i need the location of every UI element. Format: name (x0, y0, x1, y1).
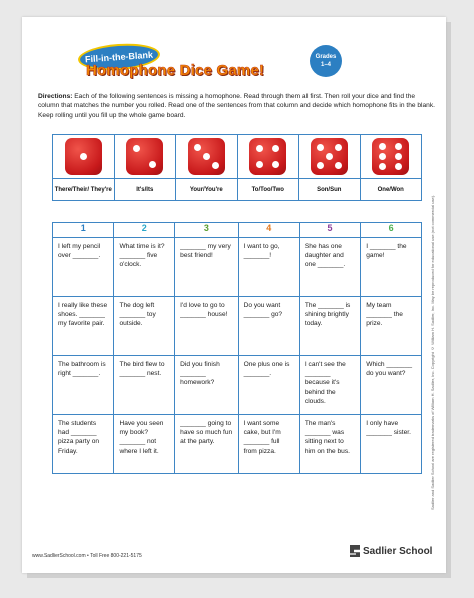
die-5-icon (311, 138, 348, 175)
die-2-icon (126, 138, 163, 175)
column-number: 3 (175, 223, 238, 238)
sentence-cell: Have you seen my book? _______ not where I left it. (114, 415, 175, 474)
footer-contact: www.SadlierSchool.com • Toll Free 800-221-5175 (32, 553, 142, 559)
die-pip (379, 163, 386, 170)
dice-key-cell (360, 135, 422, 201)
game-board (52, 222, 422, 474)
column-number-row (53, 223, 422, 238)
dice-key-table (52, 134, 422, 201)
grades-badge (310, 45, 342, 77)
board-row (53, 297, 422, 356)
footer-brand (350, 545, 432, 557)
sentence-cell: She has one daughter and one _______. (299, 238, 360, 297)
die-pip (395, 153, 402, 160)
sentence-cell: The bathroom is right _______. (53, 356, 114, 415)
die-6-icon (372, 138, 409, 175)
die-pip (317, 144, 324, 151)
sentence-cell: Do you want _______ go? (238, 297, 299, 356)
sentence-cell: Which _______ do you want? (361, 356, 422, 415)
dice-label: One/Won (361, 178, 422, 200)
column-number: 6 (361, 223, 422, 238)
die-pip (272, 145, 279, 152)
die-pip (149, 161, 156, 168)
sentence-cell: I _______ the game! (361, 238, 422, 297)
grades-label: Grades (315, 54, 337, 60)
sentence-cell: I can't see the _______ because it's behind the clouds. (299, 356, 360, 415)
dice-label: Your/You're (176, 178, 237, 200)
dice-key-cell (237, 135, 299, 201)
die-pip (212, 162, 219, 169)
die-3-icon (188, 138, 225, 175)
sentence-cell: What time is it? _______ five o'clock. (114, 238, 175, 297)
sentence-cell: _______ my very best friend! (175, 238, 238, 297)
dice-key-cell (299, 135, 361, 201)
sentence-cell: _______ going to have so much fun at the party. (175, 415, 238, 474)
column-number: 5 (299, 223, 360, 238)
sentence-cell: My team _______ the prize. (361, 297, 422, 356)
board-row (53, 238, 422, 297)
dice-label: To/Too/Two (238, 178, 299, 200)
die-1-icon (65, 138, 102, 175)
sadlier-logo-icon (350, 545, 360, 557)
die-pip (335, 144, 342, 151)
sentence-cell: The man's _______ was sitting next to him on the bus. (299, 415, 360, 474)
brand-name: Sadlier School (363, 545, 433, 557)
dice-key-cell (176, 135, 238, 201)
die-pip (395, 143, 402, 150)
fill-in-the-blank-badge: Fill-in-the-Blank (77, 41, 161, 73)
sentence-cell: I want to go, _______! (238, 238, 299, 297)
die-pip (203, 153, 210, 160)
die-4-icon (249, 138, 286, 175)
sentence-cell: I only have _______ sister. (361, 415, 422, 474)
dice-key-cell (114, 135, 176, 201)
sentence-cell: I'd love to go to _______ house! (175, 297, 238, 356)
sentence-cell: The students had _______ pizza party on Friday. (53, 415, 114, 474)
sentence-cell: The dog left _______ toy outside. (114, 297, 175, 356)
sentence-cell: The bird flew to _______ nest. (114, 356, 175, 415)
die-pip (326, 153, 333, 160)
sentence-cell: I want some cake, but I'm _______ full from pizza. (238, 415, 299, 474)
die-pip (133, 145, 140, 152)
directions-body: Each of the following sentences is missing a homophone. Read through them all first. Then roll your dice and find the column that matches the number you rolled. Read one of the sentences from that column and decide which homophone fits in the blank. Keep rolling until you fill up the whole game board. (38, 93, 435, 119)
dice-label: There/Their/ They're (53, 178, 114, 200)
die-pip (256, 145, 263, 152)
board-row (53, 415, 422, 474)
copyright-note: Sadlier and Sadlier School are registered trademarks of William H. Sadlier, Inc. Copyright © William H. Sadlier, Inc. May be reproduced for educational use (not commercial use). (430, 194, 435, 510)
board-row (53, 356, 422, 415)
die-pip (335, 162, 342, 169)
die-pip (194, 144, 201, 151)
page-title: Homophone Dice Game! (86, 62, 265, 79)
dice-label: Son/Sun (299, 178, 360, 200)
sentence-cell: I left my pencil over _______. (53, 238, 114, 297)
dice-key-cell (53, 135, 115, 201)
column-number: 4 (238, 223, 299, 238)
die-pip (379, 153, 386, 160)
grades-range: 1–4 (320, 62, 331, 68)
die-pip (272, 161, 279, 168)
die-pip (80, 153, 87, 160)
column-number: 2 (114, 223, 175, 238)
die-pip (379, 143, 386, 150)
sentence-cell: One plus one is _______. (238, 356, 299, 415)
sentence-cell: Did you finish _______ homework? (175, 356, 238, 415)
die-pip (395, 163, 402, 170)
directions-text (38, 92, 436, 120)
sentence-cell: The _______ is shining brightly today. (299, 297, 360, 356)
die-pip (256, 161, 263, 168)
column-number: 1 (53, 223, 114, 238)
directions-label: Directions: (38, 93, 73, 100)
dice-label: It's/Its (115, 178, 176, 200)
sentence-cell: I really like these shoes. _______ my favorite pair. (53, 297, 114, 356)
die-pip (317, 162, 324, 169)
